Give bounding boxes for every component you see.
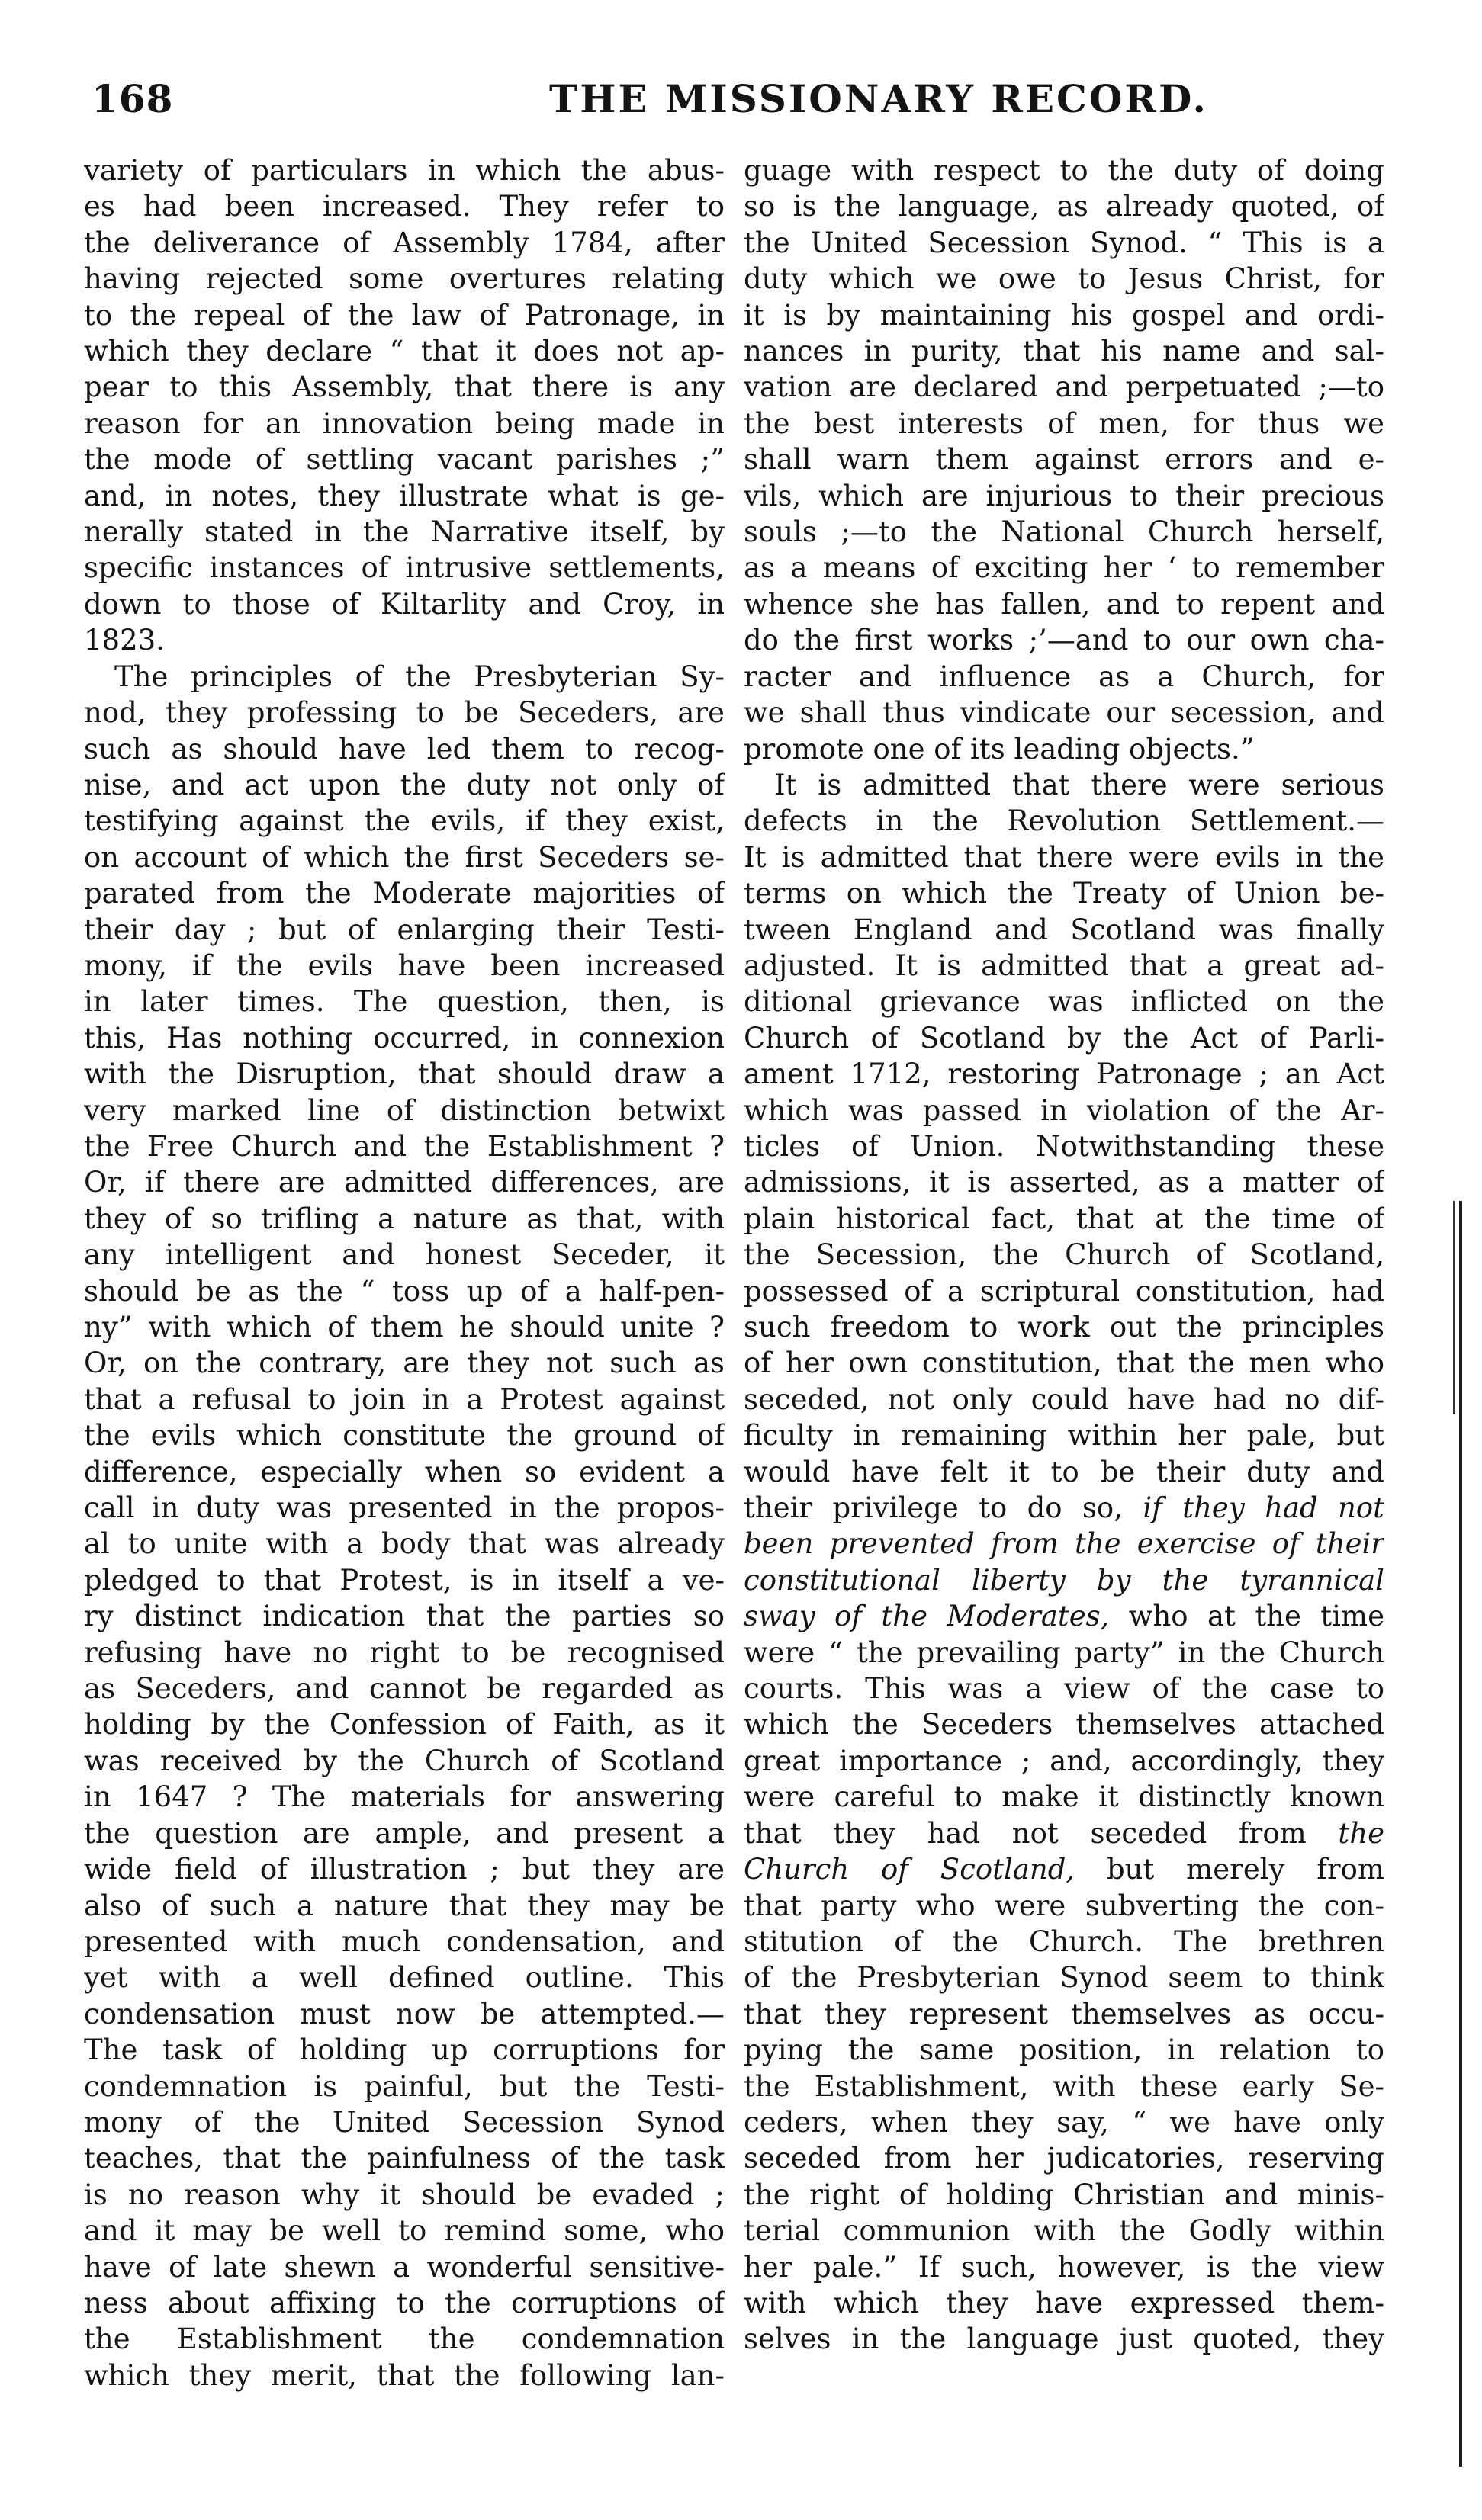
text-line: 1823. bbox=[84, 624, 165, 657]
text-line: racter and influence as a Church, for bbox=[744, 660, 1384, 693]
italic-run: the bbox=[1338, 1816, 1384, 1850]
text-line: to the repeal of the law of Patronage, in bbox=[84, 298, 725, 332]
text-line: that they represent themselves as occu- bbox=[744, 1997, 1384, 2030]
text-line: the Establishment, with these early Se- bbox=[744, 2069, 1384, 2103]
text-line: as a means of exciting her ‘ to remember bbox=[744, 551, 1384, 585]
text-line bbox=[744, 1851, 1384, 1887]
text-line: ceders, when they say, “ we have only bbox=[744, 2105, 1384, 2139]
text-line: Church of Scotland by the Act of Parli- bbox=[744, 1021, 1384, 1055]
text-line: The task of holding up corruptions for bbox=[84, 2034, 725, 2067]
text-line: yet with a well defined outline. This bbox=[84, 1961, 725, 1995]
text-line: that a refusal to join in a Protest against bbox=[84, 1382, 725, 1416]
text-run: their privilege to do so, bbox=[744, 1491, 1143, 1525]
text-line: so is the language, as already quoted, of bbox=[744, 190, 1384, 223]
text-line: the Free Church and the Establishment ? bbox=[84, 1129, 725, 1163]
text-line: we shall thus vindicate our secession, and bbox=[744, 696, 1384, 730]
text-line: as Seceders, and cannot be regarded as bbox=[84, 1672, 725, 1706]
text-line: have of late shewn a wonderful sensitive- bbox=[84, 2250, 725, 2284]
text-line: nise, and act upon the duty not only of bbox=[84, 768, 725, 801]
text-line: in later times. The question, then, is bbox=[84, 985, 725, 1019]
text-line: the mode of settling vacant parishes ;” bbox=[84, 443, 725, 477]
text-line: terms on which the Treaty of Union be- bbox=[744, 877, 1384, 910]
text-line: ditional grievance was inflicted on the bbox=[744, 985, 1384, 1019]
text-line: which they merit, that the following lan- bbox=[84, 2358, 725, 2392]
text-line: this, Has nothing occurred, in connexion bbox=[84, 1021, 725, 1055]
text-line: of her own constitution, that the men who bbox=[744, 1347, 1384, 1380]
text-line: the right of holding Christian and minis- bbox=[744, 2178, 1384, 2211]
margin-scan-mark bbox=[1459, 1201, 1462, 2467]
text-line: It is admitted that there were evils in the bbox=[744, 840, 1384, 874]
text-line: terial communion with the Godly within bbox=[744, 2214, 1384, 2248]
text-line: nod, they professing to be Seceders, are bbox=[84, 696, 725, 730]
text-run: but merely from bbox=[1075, 1853, 1384, 1886]
text-line: presented with much condensation, and bbox=[84, 1925, 725, 1958]
journal-title: THE MISSIONARY RECORD. bbox=[549, 76, 1208, 121]
text-run: that they had not seceded from bbox=[744, 1816, 1339, 1850]
text-line bbox=[744, 1490, 1384, 1526]
text-line: which the Seceders themselves attached bbox=[744, 1708, 1384, 1742]
text-line bbox=[744, 1598, 1384, 1634]
text-line: down to those of Kiltarlity and Croy, in bbox=[84, 587, 725, 621]
text-line: seceded, not only could have had no dif- bbox=[744, 1382, 1384, 1416]
text-line: Or, on the contrary, are they not such as bbox=[84, 1347, 725, 1380]
text-line: should be as the “ toss up of a half-pen- bbox=[84, 1274, 725, 1308]
text-line: constitutional liberty by the tyrannical bbox=[744, 1563, 1384, 1597]
text-line: of the Presbyterian Synod seem to think bbox=[744, 1961, 1384, 1995]
text-line: duty which we owe to Jesus Christ, for bbox=[744, 262, 1384, 296]
text-line: and it may be well to remind some, who bbox=[84, 2214, 725, 2248]
text-line: been prevented from the exercise of their bbox=[744, 1527, 1384, 1561]
text-line: possessed of a scriptural constitution, had bbox=[744, 1274, 1384, 1308]
text-line: the United Secession Synod. “ This is a bbox=[744, 226, 1384, 259]
text-line: were careful to make it distinctly known bbox=[744, 1780, 1384, 1814]
text-line: nerally stated in the Narrative itself, by bbox=[84, 515, 725, 549]
text-line: the question are ample, and present a bbox=[84, 1816, 725, 1850]
text-line: with which they have expressed them- bbox=[744, 2286, 1384, 2319]
italic-run: sway of the Moderates, bbox=[744, 1600, 1110, 1633]
text-line: in 1647 ? The materials for answering bbox=[84, 1780, 725, 1814]
text-line: ness about affixing to the corruptions of bbox=[84, 2286, 725, 2319]
text-line: shall warn them against errors and e- bbox=[744, 443, 1384, 477]
right-column bbox=[744, 152, 1384, 2440]
text-line: such freedom to work out the principles bbox=[744, 1311, 1384, 1343]
text-line: very marked line of distinction betwixt bbox=[84, 1093, 725, 1127]
text-line: their day ; but of enlarging their Testi- bbox=[84, 913, 725, 946]
text-line: call in duty was presented in the propos- bbox=[84, 1491, 725, 1525]
text-line: specific instances of intrusive settlements, bbox=[84, 551, 725, 585]
text-line: condensation must now be attempted.— bbox=[84, 1997, 725, 2030]
text-line: which they declare “ that it does not ap- bbox=[84, 335, 725, 368]
text-line: would have felt it to be their duty and bbox=[744, 1455, 1384, 1488]
text-line: having rejected some overtures relating bbox=[84, 262, 725, 296]
text-line: the Establishment the condemnation bbox=[84, 2323, 725, 2356]
text-line: pear to this Assembly, that there is any bbox=[84, 371, 725, 404]
text-line: es had been increased. They refer to bbox=[84, 190, 725, 223]
text-line: great importance ; and, accordingly, they bbox=[744, 1744, 1384, 1777]
text-line: guage with respect to the duty of doing bbox=[744, 154, 1384, 187]
text-line: ticles of Union. Notwithstanding these bbox=[744, 1129, 1384, 1163]
text-line: teaches, that the painfulness of the task bbox=[84, 2142, 725, 2175]
text-line: it is by maintaining his gospel and ordi- bbox=[744, 298, 1384, 332]
text-line: stitution of the Church. The brethren bbox=[744, 1925, 1384, 1958]
text-line: mony, if the evils have been increased bbox=[84, 949, 725, 982]
text-line: ficulty in remaining within her pale, but bbox=[744, 1419, 1384, 1453]
text-line: her pale.” If such, however, is the view bbox=[744, 2250, 1384, 2284]
text-line: such as should have led them to recog- bbox=[84, 732, 725, 766]
text-line: It is admitted that there were serious bbox=[774, 768, 1384, 801]
text-line: testifying against the evils, if they exist, bbox=[84, 804, 725, 838]
text-line: ny” with which of them he should unite ? bbox=[84, 1311, 725, 1343]
text-line: was received by the Church of Scotland bbox=[84, 1744, 725, 1777]
text-line: with the Disruption, that should draw a bbox=[84, 1058, 725, 1091]
running-head bbox=[92, 76, 1434, 137]
text-line: plain historical fact, that at the time of bbox=[744, 1202, 1384, 1235]
text-line: difference, especially when so evident a bbox=[84, 1455, 725, 1488]
left-column bbox=[84, 152, 725, 2440]
text-line: do the first works ;’—and to our own cha- bbox=[744, 624, 1384, 657]
text-line: wide field of illustration ; but they are bbox=[84, 1853, 725, 1886]
text-line: the best interests of men, for thus we bbox=[744, 406, 1384, 440]
text-line: ry distinct indication that the parties so bbox=[84, 1600, 725, 1633]
text-line: reason for an innovation being made in bbox=[84, 406, 725, 440]
text-line: condemnation is painful, but the Testi- bbox=[84, 2069, 725, 2103]
text-line: mony of the United Secession Synod bbox=[84, 2105, 725, 2139]
page-number: 168 bbox=[92, 76, 174, 121]
text-line: nances in purity, that his name and sal- bbox=[744, 335, 1384, 368]
text-line: promote one of its leading objects.” bbox=[744, 732, 1255, 766]
text-line: courts. This was a view of the case to bbox=[744, 1672, 1384, 1706]
text-line: parated from the Moderate majorities of bbox=[84, 877, 725, 910]
text-line: al to unite with a body that was already bbox=[84, 1527, 725, 1561]
text-line: vils, which are injurious to their precious bbox=[744, 479, 1384, 512]
text-line: ament 1712, restoring Patronage ; an Act bbox=[744, 1058, 1384, 1091]
italic-run: if they had not bbox=[1143, 1491, 1384, 1525]
text-line: is no reason why it should be evaded ; bbox=[84, 2178, 725, 2211]
text-line: that party who were subverting the con- bbox=[744, 1889, 1384, 1922]
text-line: were “ the prevailing party” in the Church bbox=[744, 1636, 1384, 1669]
text-line: adjusted. It is admitted that a great ad- bbox=[744, 949, 1384, 982]
text-line: pledged to that Protest, is in itself a ve- bbox=[84, 1563, 725, 1597]
text-line: defects in the Revolution Settlement.— bbox=[744, 804, 1384, 838]
text-line: The principles of the Presbyterian Sy- bbox=[114, 660, 725, 693]
text-line: refusing have no right to be recognised bbox=[84, 1636, 725, 1669]
text-line: the evils which constitute the ground of bbox=[84, 1419, 725, 1453]
text-line bbox=[744, 1815, 1384, 1851]
text-line: and, in notes, they illustrate what is ge- bbox=[84, 479, 725, 512]
text-line: selves in the language just quoted, they bbox=[744, 2323, 1384, 2356]
text-line: whence she has fallen, and to repent and bbox=[744, 587, 1384, 621]
text-line: also of such a nature that they may be bbox=[84, 1889, 725, 1922]
text-line: variety of particulars in which the abus- bbox=[84, 154, 725, 187]
text-line: the Secession, the Church of Scotland, bbox=[744, 1238, 1384, 1272]
text-run: who at the time bbox=[1109, 1600, 1384, 1633]
text-line: seceded from her judicatories, reserving bbox=[744, 2142, 1384, 2175]
text-line: holding by the Confession of Faith, as it bbox=[84, 1708, 725, 1742]
text-line: admissions, it is asserted, as a matter of bbox=[744, 1166, 1384, 1199]
text-line: which was passed in violation of the Ar- bbox=[744, 1093, 1384, 1127]
text-line: they of so trifling a nature as that, with bbox=[84, 1202, 725, 1235]
text-line: the deliverance of Assembly 1784, after bbox=[84, 226, 725, 259]
text-line: Or, if there are admitted differences, are bbox=[84, 1166, 725, 1199]
text-line: tween England and Scotland was finally bbox=[744, 913, 1384, 946]
text-line: pying the same position, in relation to bbox=[744, 2034, 1384, 2067]
text-line: souls ;—to the National Church herself, bbox=[744, 515, 1384, 549]
text-line: on account of which the first Seceders se- bbox=[84, 840, 725, 874]
italic-run: Church of Scotland, bbox=[744, 1853, 1075, 1886]
text-line: vation are declared and perpetuated ;—to bbox=[744, 371, 1384, 404]
text-line: any intelligent and honest Seceder, it bbox=[84, 1238, 725, 1272]
